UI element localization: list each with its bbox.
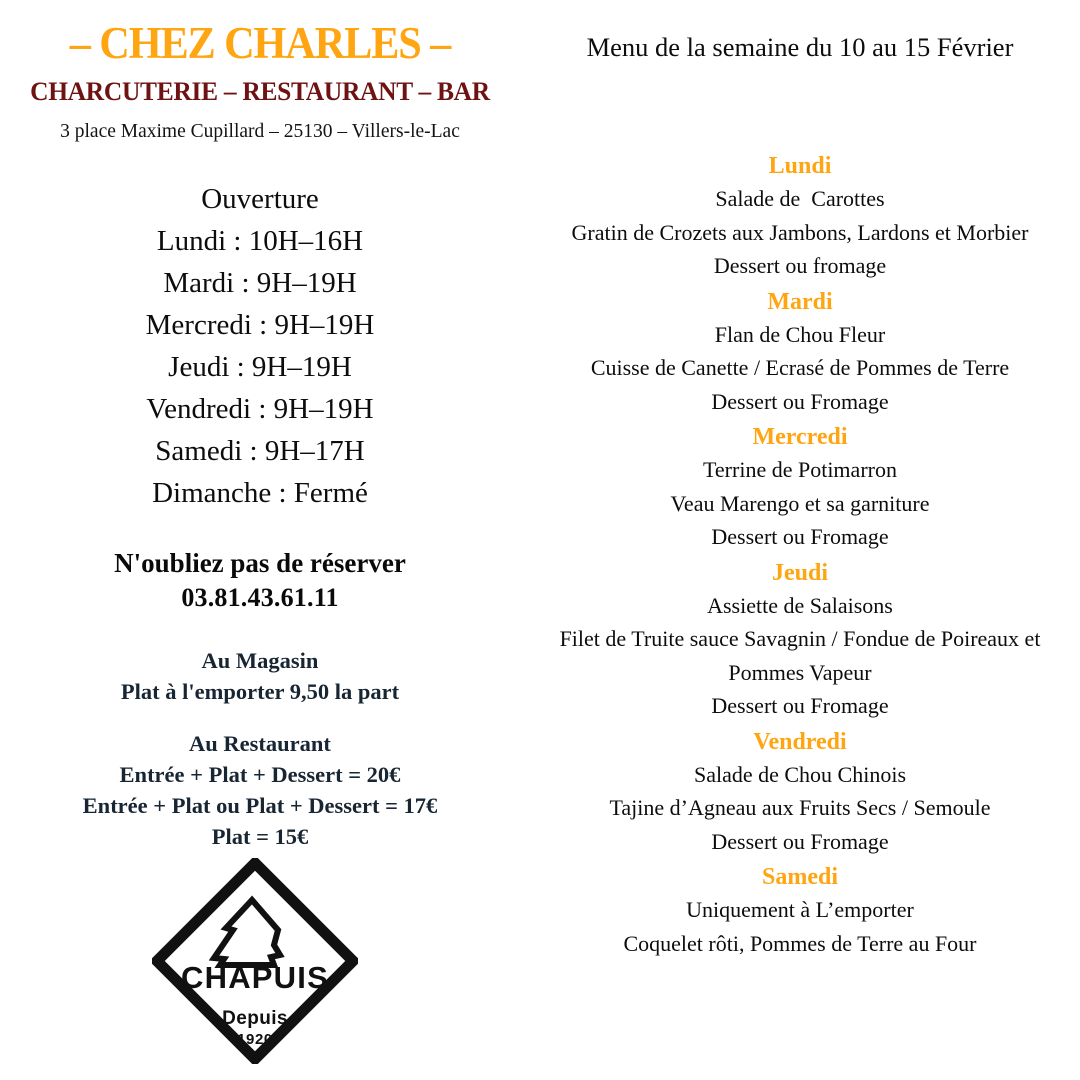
menu-dish-starter: Flan de Chou Fleur xyxy=(714,321,886,347)
brand-subtitle: CHARCUTERIE – RESTAURANT – BAR xyxy=(30,76,490,107)
hours-row-vendredi: Vendredi : 9H–19H xyxy=(146,393,374,425)
shop-offer-heading: Au Magasin xyxy=(201,648,319,673)
page-title: – CHEZ CHARLES – xyxy=(69,18,451,68)
hours-row-mercredi: Mercredi : 9H–19H xyxy=(145,309,375,341)
menu-dish-main: Cuisse de Canette / Ecrasé de Pommes de Terre xyxy=(590,355,1010,380)
menu-dish-main: Tajine d’Agneau aux Fruits Secs / Semoule xyxy=(609,795,991,820)
shop-offer-section xyxy=(0,645,520,707)
phone-number[interactable]: 03.81.43.61.11 xyxy=(181,583,339,612)
opening-hours-section xyxy=(0,178,520,514)
menu-dish-dessert: Dessert ou Fromage xyxy=(711,828,889,854)
menu-day-name: Samedi xyxy=(761,864,838,890)
menu-dish-note: Uniquement à L’emporter xyxy=(686,897,914,922)
restaurant-price-two-course: Entrée + Plat ou Plat + Dessert = 17€ xyxy=(82,793,438,818)
menu-dish-main: Gratin de Crozets aux Jambons, Lardons et Morbier xyxy=(571,219,1029,245)
right-column xyxy=(520,0,1080,1080)
menu-day-name: Jeudi xyxy=(771,559,828,586)
menu-dish-main: Coquelet rôti, Pommes de Terre au Four xyxy=(623,930,977,956)
chapuis-logo xyxy=(152,858,358,1064)
hours-row-mardi: Mardi : 9H–19H xyxy=(163,267,357,299)
menu-dish-starter: Salade de Chou Chinois xyxy=(693,761,907,787)
restaurant-price-main-only: Plat = 15€ xyxy=(211,824,309,849)
brand-address: 3 place Maxime Cupillard – 25130 – Villers-le-Lac xyxy=(60,121,460,143)
left-column xyxy=(0,0,520,1080)
logo-since-label: Depuis xyxy=(222,1008,288,1029)
restaurant-offer-heading: Au Restaurant xyxy=(189,731,331,756)
hours-row-jeudi: Jeudi : 9H–19H xyxy=(168,351,352,383)
logo-since-year: 1920 xyxy=(237,1031,273,1048)
menu-dish-starter: Terrine de Potimarron xyxy=(703,457,897,482)
menu-day-name: Lundi xyxy=(768,153,832,179)
menu-dish-dessert: Dessert ou Fromage xyxy=(711,693,889,718)
menu-day-mardi xyxy=(520,286,1080,419)
opening-hours-heading: Ouverture xyxy=(201,183,319,215)
restaurant-price-full: Entrée + Plat + Dessert = 20€ xyxy=(119,762,401,787)
chapuis-logo-svg xyxy=(152,858,358,1064)
menu-day-vendredi xyxy=(520,726,1080,859)
menu-dish-main: Filet de Truite sauce Savagnin / Fondue de Poireaux et Pommes Vapeur xyxy=(559,626,1046,685)
menu-day-jeudi xyxy=(520,557,1080,723)
menu-day-name: Mercredi xyxy=(752,424,848,450)
menu-dish-starter: Assiette de Salaisons xyxy=(707,592,893,618)
menu-dish-main: Veau Marengo et sa garniture xyxy=(670,490,930,516)
menu-day-samedi xyxy=(520,861,1080,960)
hours-row-lundi: Lundi : 10H–16H xyxy=(156,225,364,257)
menu-day-name: Vendredi xyxy=(753,728,847,755)
menu-dish-dessert: Dessert ou fromage xyxy=(713,253,887,278)
menu-day-lundi xyxy=(520,150,1080,283)
menu-week-header: Menu de la semaine du 10 au 15 Février xyxy=(586,32,1014,62)
logo-name: CHAPUIS xyxy=(181,960,329,995)
weekly-menu-list xyxy=(520,150,1080,963)
menu-dish-dessert: Dessert ou Fromage xyxy=(711,524,889,549)
reservation-section xyxy=(0,545,520,615)
hours-row-samedi: Samedi : 9H–17H xyxy=(155,435,365,467)
menu-day-name: Mardi xyxy=(767,288,833,315)
shop-offer-line: Plat à l'emporter 9,50 la part xyxy=(120,679,400,704)
reservation-prompt: N'oubliez pas de réserver xyxy=(114,548,406,578)
restaurant-offer-section xyxy=(0,728,520,852)
opening-hours-list xyxy=(0,220,520,514)
menu-dish-starter: Salade de Carottes xyxy=(715,186,885,211)
hours-row-dimanche: Dimanche : Fermé xyxy=(152,477,368,509)
menu-day-mercredi xyxy=(520,421,1080,554)
menu-dish-dessert: Dessert ou Fromage xyxy=(711,388,889,414)
